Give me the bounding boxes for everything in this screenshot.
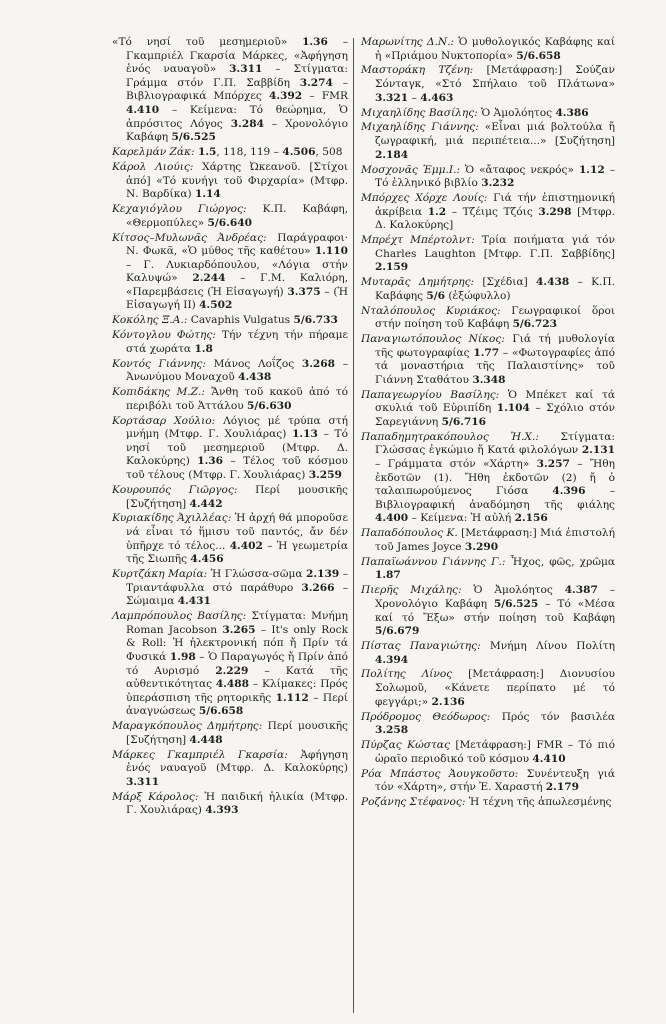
entry-text: Στίγματα: Μνήμη Roman Jacobson [126, 610, 349, 636]
entry-text: – Γράμματα στόν «Χάρτη» [375, 458, 537, 471]
entry-text: Περί μουσικῆς [Συζήτηση] [126, 720, 348, 746]
index-entry [112, 329, 348, 356]
index-entry [361, 389, 615, 430]
entry-reference: 5/6.733 [293, 314, 338, 327]
entry-author: Μάρκες Γκαμπριέλ Γκαρσία: [112, 748, 288, 761]
entry-reference: 2.156 [514, 512, 548, 525]
entry-text: Γιά τή μυθολογία τῆς φωτογραφίας [375, 333, 615, 359]
entry-reference: 4.488 [215, 678, 250, 691]
entry-text: – Ἀνωνύμου Μοναχοῦ [126, 357, 348, 384]
entry-reference: 3.321 [375, 91, 409, 104]
entry-author: Πρόδρομος Θεόδωρος: [361, 710, 491, 723]
entry-text: Πρός τόν βασιλέα [490, 710, 615, 723]
index-entry [361, 584, 615, 638]
entry-text: – [408, 91, 421, 104]
entry-author: Πύρζας Κώστας [361, 739, 450, 752]
entry-author: Παπαϊωάννου Γιάννης Γ.: [361, 555, 506, 568]
entry-author: Κεχαγιόγλου Γιώργος: [112, 203, 247, 216]
entry-text: – Ἤθη ἐκδοτῶν (1). Ἤθη ἐκδοτῶν (2) ἤ ὁ ταλαιπωρούμενος Γιόσα [375, 458, 615, 498]
entry-text: – Τζέιμς Τζόις [446, 205, 539, 218]
index-entry [112, 484, 348, 511]
entry-reference: 2.229 [215, 664, 249, 677]
entry-reference: 5/6 [426, 289, 446, 302]
entry-author: Λαμπρόπουλος Βασίλης: [112, 610, 247, 623]
entry-reference: 4.387 [564, 584, 598, 597]
entry-text: – Σχόλιο στόν Σαρεγιάννη [375, 402, 615, 428]
entry-text: – Τέλος τοῦ κόσμου τοῦ τέλους (Μτφρ. Γ. Χουλιάρας) [126, 455, 348, 482]
entry-author: Παναγιωτόπουλος Νίκος: [361, 333, 505, 346]
index-entry [361, 276, 615, 303]
entry-reference: 1.112 [275, 691, 309, 704]
entry-text: [Μετάφραση:] Διονυσίου Σολωμοῦ, «Κάνετε περίπατο μέ τό φεγγάρι;» [375, 668, 615, 708]
entry-text: – Γκαμπριέλ Γκαρσία Μάρκες, «Ἀφήγηση ἑνός ναυαγοῦ» [126, 36, 348, 76]
index-entry [361, 234, 615, 275]
entry-reference: 4.456 [190, 553, 224, 566]
entry-reference: 3.259 [308, 469, 342, 482]
entry-text: Μνήμη Λίνου Πολίτη [480, 639, 615, 652]
entry-text: – Γ. Λυκιαρδόπουλου, «Λόγια στήν Καλυψώ» [126, 258, 348, 285]
entry-reference: 4.438 [238, 371, 272, 384]
entry-text: Συνέντευξη γιά τόν «Χάρτη», στήν Ἐ. Χαραστή [375, 767, 615, 794]
index-entry [112, 161, 348, 202]
entry-reference: 5/6.716 [441, 416, 487, 428]
entry-text: «Τό νησί τοῦ μεσημεριοῦ» [112, 36, 303, 48]
entry-author: Κοπιδάκης Μ.Ζ.: [112, 386, 205, 399]
entry-author: Κορτάσαρ Χούλιο: [112, 414, 216, 427]
entry-text: Ἡ ἀρχή θά μποροῦσε νά εἶναι τό ἥμισυ τοῦ παντός, ἄν δέν ὑπῆρχε τό τέλος... [126, 512, 348, 552]
entry-reference: 4.438 [536, 276, 570, 289]
index-entry [112, 358, 348, 385]
index-entry [361, 121, 615, 162]
entry-text: – Βιβλιογραφική ἀναδόμηση τῆς φιάλης [375, 485, 616, 511]
entry-reference: 5/6.525 [171, 131, 216, 144]
index-entry [112, 146, 348, 160]
entry-reference: 4.431 [177, 595, 211, 608]
index-entry [112, 203, 348, 230]
index-entry [361, 333, 615, 387]
entry-text: Ὁ μυθολογικός Καβάφης καί ἡ «Πριάμου Νυκτοπορία» [375, 36, 615, 62]
entry-author: Μαραγκόπουλος Δημήτρης: [112, 720, 263, 733]
entry-reference: 1.77 [473, 346, 500, 359]
entry-reference: 1.104 [496, 402, 530, 415]
index-entry [112, 415, 348, 483]
entry-author: Κόντογλου Φώτης: [112, 329, 216, 342]
entry-text: Ἀφήγηση ἑνός ναυαγοῦ (Μτφρ. Δ. Καλοκύρης) [126, 748, 348, 775]
entry-reference: 5/6.723 [512, 318, 557, 331]
entry-reference: 5/6.640 [207, 216, 252, 229]
entry-text: , 118, 119 – [216, 146, 283, 159]
entry-text: – Κλίμακες: Πρός ὑπεράσπιση τῆς ρητορικῆς [126, 678, 348, 704]
entry-reference: 3.298 [538, 205, 572, 218]
entry-text: Παράγραφοι· Ν. Φωκᾶ, «Ὁ μύθος τῆς καθέτου» [126, 231, 349, 258]
entry-reference: 5/6.630 [247, 399, 292, 412]
entry-author: Νταλόπουλος Κυριάκος: [361, 304, 501, 317]
index-entry [112, 232, 348, 314]
entry-author: Πιερῆς Μιχάλης: [361, 584, 462, 597]
index-entry [361, 711, 615, 738]
entry-text: – Χρονολόγιο Καβάφη [375, 584, 616, 610]
entry-reference: 4.400 [375, 512, 409, 525]
entry-text: – Γ.Μ. Καλιόρη, «Παρεμβάσεις (Ἡ Εἰσαγωγή) [126, 272, 348, 298]
entry-text: – Τό νησί τοῦ μεσημεριοῦ (Μτφρ. Δ. Καλοκύρης) [126, 428, 348, 468]
entry-text: – Κατά τῆς αὐθεντικότητας [126, 664, 348, 691]
entry-reference: 2.159 [375, 261, 409, 274]
entry-reference: 3.257 [536, 458, 570, 471]
entry-author: Ρόα Μπάστος Ἀουγκοῦστο: [361, 767, 519, 780]
entry-reference: 4.393 [205, 804, 239, 817]
entry-author: Μπόρχες Χόρχε Λουίς: [361, 192, 488, 205]
index-entry [361, 64, 615, 105]
index-entry [361, 556, 615, 583]
entry-author: Πολίτης Λίνος [361, 668, 453, 681]
entry-text: – Βιβλιογραφικά Μπόρχες [126, 76, 348, 103]
entry-text: Ὁ «ἄταφος νεκρός» [460, 163, 579, 176]
entry-text: Μάνος Λοΐζος [205, 357, 302, 370]
entry-text: – Κ.Π. Καβάφης [375, 276, 616, 302]
entry-reference: 3.311 [126, 775, 160, 788]
entry-reference: 3.348 [472, 373, 506, 386]
entry-reference: 2.184 [375, 148, 409, 161]
entry-text: Ἡ Γλώσσα-σῶμα [207, 568, 307, 581]
index-entry [361, 431, 615, 526]
entry-text: Ἡ τέχνη τῆς ἀπωλεσμένης [465, 796, 612, 808]
index-entry [361, 36, 615, 63]
entry-author: Κοκόλης Ξ.Α.: [112, 314, 188, 327]
entry-text: Λόγιος μέ τρύπα στή μνήμη (Μτφρ. Γ. Χουλιάρας) [126, 414, 348, 441]
entry-text: Ὁ Μπέκετ καί τά σκυλιά τοῦ Εὐριπίδη [375, 388, 615, 415]
index-entry [361, 527, 615, 554]
entry-reference: 3.274 [299, 76, 333, 89]
entry-text: [Μετάφραση:] Μιά ἐπιστολή τοῦ James Joyce [375, 527, 615, 553]
entry-reference: 4.410 [126, 103, 160, 116]
index-entry [112, 568, 348, 609]
entry-reference: 1.2 [427, 205, 447, 218]
entry-text: , 508 [315, 146, 343, 159]
entry-text: Ἦχος, φῶς, χρῶμα [505, 555, 615, 568]
entry-reference: 3.375 [287, 285, 321, 298]
entry-text: (ἐξώφυλλο) [445, 289, 511, 302]
entry-text: – Κείμενα: Ἡ αὐλή [408, 512, 515, 525]
index-entry [361, 305, 615, 332]
entry-reference: 4.410 [532, 752, 566, 765]
entry-reference: 4.396 [552, 485, 586, 498]
entry-reference: 3.268 [301, 357, 336, 370]
entry-author: Πίστας Παναγιώτης: [361, 639, 481, 652]
entry-reference: 4.506 [282, 146, 316, 159]
entry-reference: 3.290 [464, 540, 499, 553]
entry-author: Παπαδημητρακόπουλος Ἠ.Χ.: [361, 430, 539, 443]
entry-text: Ἡ παιδική ἡλικία (Μτφρ. Γ. Χουλιάρας) [126, 790, 349, 817]
entry-text: Ὁ Ἀμολόητος [477, 106, 556, 119]
entry-text: [Μετάφραση:] Σούζαν Σόνταγκ, «Στό Σπήλαιο τοῦ Πλάτωνα» [375, 64, 615, 91]
entry-reference: 2.179 [545, 781, 579, 794]
entry-author: Κίτσος–Μυλωνᾶς Ἀνδρέας: [112, 231, 267, 244]
entry-author: Μπρέχτ Μπέρτολντ: [361, 234, 475, 247]
entry-text: Χάρτης Ὠκεανοῦ. [Στίχοι ἀπό] «Τό κυνήγι τοῦ Φιρχαρία» (Μτφρ. Ν. Βαρδίκα) [126, 160, 348, 201]
entry-text: Κ.Π. Καβάφη, «Θερμοπύλες» [126, 203, 348, 229]
entry-text: – Περί ἀναγνώσεως [126, 691, 349, 718]
entry-text: – It's only Rock & Roll: Ἡ ἠλεκτρονική πόπ ἤ Πρίν τά Φυσικά [126, 623, 348, 663]
entry-author: Μάρξ Κάρολος: [112, 790, 199, 803]
entry-text: Γεωγραφικοί ὅροι στήν ποίηση τοῦ Καβάφη [375, 304, 615, 331]
entry-author: Μιχαηλίδης Γιάννης: [361, 121, 479, 134]
entry-reference: 3.266 [301, 581, 335, 594]
entry-text: [Σχέδια] [474, 276, 537, 289]
entry-reference: 1.5 [197, 146, 217, 159]
entry-author: Μοσχονᾶς Ἐμμ.Ι.: [361, 163, 461, 176]
entry-author: Μαρωνίτης Δ.Ν.: [361, 36, 455, 48]
index-entry [112, 720, 348, 747]
entry-author: Κουρουπός Γιῶργος: [112, 483, 238, 496]
entry-reference: 1.13 [292, 428, 318, 441]
entry-author: Κυρτζάκη Μαρία: [112, 568, 208, 581]
entry-text: – Τό ἑλληνικό βιβλίο [375, 163, 616, 190]
entry-reference: 4.402 [229, 539, 263, 552]
column-divider [353, 38, 354, 1013]
index-entry [361, 796, 615, 810]
index-entry [361, 640, 615, 667]
entry-text: Ὁ Ἀμολόητος [461, 584, 565, 597]
entry-text: «Εἶναι μιά βολτούλα ἤ ζωγραφική, μιά περιπέτεια...» [Συζήτηση] [375, 121, 616, 148]
entry-reference: 1.12 [578, 163, 605, 176]
entry-text: – Στίγματα: Γράμμα στόν Γ.Π. Σαββίδη [126, 63, 348, 89]
entry-author: Κάρολ Λιούις: [112, 160, 194, 173]
index-entry [112, 749, 348, 790]
entry-reference: 5/6.525 [493, 597, 539, 610]
index-entry [112, 610, 348, 719]
entry-reference: 2.136 [431, 695, 465, 708]
index-entry [361, 164, 615, 191]
entry-reference: 1.36 [197, 455, 224, 468]
index-entry [112, 386, 348, 413]
index-entry [112, 512, 348, 566]
entry-text: [Μτφρ. Δ. Καλοκύρης] [375, 205, 615, 232]
entry-author: Καρελμάν Ζάκ: [112, 146, 195, 159]
entry-reference: 4.502 [199, 299, 233, 312]
entry-text: Στίγματα: Γλώσσας ἐγκώμιο ἤ Κατά φιλολόγων [375, 430, 615, 457]
entry-author: Μιχαηλίδης Βασίλης: [361, 106, 478, 119]
entry-reference: 4.442 [189, 497, 223, 510]
right-column [361, 36, 615, 811]
entry-reference: 1.98 [169, 650, 196, 663]
entry-author: Ροζάνης Στέφανος: [361, 796, 466, 808]
entry-author: Μαστοράκη Τζένη: [361, 64, 474, 77]
entry-text: – (Ἡ Εἰσαγωγή ΙΙ) [126, 285, 348, 312]
index-entry [361, 668, 615, 709]
entry-text: – FMR [302, 90, 348, 103]
entry-text: Ἄνθη τοῦ κακοῦ ἀπό τό περιβόλι τοῦ Ἀττάλου [126, 386, 349, 412]
entry-text: Περί μουσικῆς [Συζήτηση] [126, 483, 348, 510]
index-entry [361, 192, 615, 233]
entry-author: Μυταρᾶς Δημήτρης: [361, 276, 475, 289]
entry-text: – Τό «Μέσα καί τό Ἔξω» στήν ποίηση τοῦ Καβάφη [375, 597, 615, 624]
entry-text: Τρία ποιήματα γιά τόν Charles Laughton [Μτφρ. Γ.Π. Σαββίδης] [375, 234, 615, 260]
entry-author: Παπαγεωργίου Βασίλης: [361, 388, 500, 401]
entry-reference: 1.110 [314, 245, 348, 258]
entry-reference: 2.131 [581, 444, 615, 457]
entry-text: – «Φωτογραφίες ἀπό τά μοναστήρια τῆς Παλαιστίνης» τοῦ Γιάννη Σταθάτου [375, 346, 615, 386]
entry-author: Παπαδόπουλος Κ. [361, 527, 458, 540]
entry-reference: 4.394 [375, 653, 409, 666]
index-entry [112, 314, 348, 328]
entry-reference: 5/6.679 [375, 625, 420, 638]
entry-text: Γιά τήν ἐπιστημονική ἀκρίβεια [375, 192, 615, 218]
entry-reference: 2.244 [192, 272, 226, 285]
entry-reference: 3.258 [375, 724, 409, 737]
left-column [112, 36, 348, 819]
index-entry [361, 739, 615, 766]
entry-text: [Μετάφραση:] FMR – Τό πιό ὡραῖο περιοδικό τοῦ κόσμου [375, 739, 616, 765]
entry-reference: 4.448 [189, 733, 223, 746]
entry-reference: 1.14 [194, 188, 221, 201]
entry-reference: 5/6.658 [198, 705, 244, 718]
index-entry [361, 107, 615, 121]
entry-reference: 3.311 [229, 63, 263, 76]
index-entry [361, 768, 615, 795]
entry-text: – Ὁ Παραγωγός ἤ Πρίν ἀπό τό Αυρισμό [126, 650, 348, 677]
entry-reference: 2.139 [306, 568, 340, 581]
entry-text: – Ἡ γεωμετρία τῆς Σιωπῆς [126, 539, 348, 566]
entry-reference: 3.265 [222, 623, 256, 636]
entry-text: – Κείμενα: Τό θεώρημα, Ὁ ἀπρόσιτος Λόγος [126, 103, 348, 130]
entry-text: Τήν τέχνη τήν πήραμε στά χωράτα [126, 329, 348, 355]
index-entry [112, 36, 348, 145]
entry-reference: 3.232 [481, 177, 515, 190]
entry-reference: 5/6.658 [516, 49, 561, 62]
entry-text: – Τριαντάφυλλα στό παράθυρο [126, 568, 349, 594]
entry-author: Κυριακίδης Ἀχιλλέας: [112, 512, 232, 525]
entry-author: Κοντός Γιάννης: [112, 357, 206, 370]
entry-reference: 1.87 [375, 569, 401, 582]
entry-text: – Σώμαιμα [126, 581, 348, 608]
entry-reference: 1.36 [302, 36, 328, 48]
entry-reference: 4.386 [555, 106, 589, 119]
entry-reference: 4.392 [268, 90, 303, 103]
entry-text: – Χρονολόγιο Καβάφη [126, 117, 349, 144]
entry-reference: 1.8 [194, 342, 213, 355]
index-entry [112, 791, 348, 818]
entry-reference: 3.284 [230, 117, 264, 130]
entry-reference: 4.463 [420, 91, 454, 104]
entry-text: Cavaphis Vulgatus [187, 314, 294, 327]
